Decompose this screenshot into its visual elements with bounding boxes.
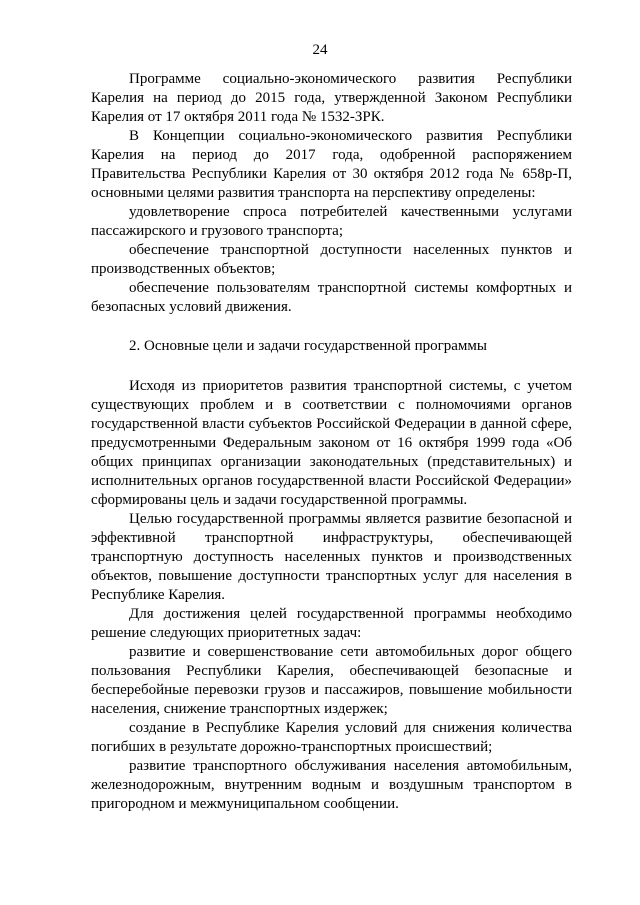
paragraph: В Концепции социально-экономического развития Республики Карелия на период до 2017 года, одобренной распоряжением Правительства Республики Карелия от 30 октября 2012 года № 658р-П, основными целями развития транспорта на перспективу определены:	[91, 128, 572, 201]
paragraph: Исходя из приоритетов развития транспортной системы, с учетом существующих проблем и в соответствии с полномочиями органов государственной власти субъектов Российской Федерации в данной сфере, предусмотренными Федеральным законом от 16 октября 1999 года «Об общих принципах организации законодательных (представительных) и исполнительных органов государственной власти Российской Федерации» сформированы цель и задачи государственной программы.	[91, 378, 572, 508]
section-heading: 2. Основные цели и задачи государственной программы	[129, 338, 487, 354]
paragraph: Для достижения целей государственной программы необходимо решение следующих приоритетных задач:	[91, 606, 572, 641]
list-item: развитие транспортного обслуживания населения автомобильным, железнодорожным, внутренним водным и воздушным транспортом в пригородном и межмуниципальном сообщении.	[91, 758, 572, 812]
list-item: обеспечение транспортной доступности населенных пунктов и производственных объектов;	[91, 242, 572, 277]
list-item: развитие и совершенствование сети автомобильных дорог общего пользования Республики Карелия, обеспечивающей безопасные и бесперебойные перевозки грузов и пассажиров, повышение мобильности населения, снижение транспортных издержек;	[91, 644, 572, 717]
list-item: обеспечение пользователям транспортной системы комфортных и безопасных условий движения.	[91, 280, 572, 315]
document-body	[91, 70, 572, 814]
list-item: создание в Республике Карелия условий для снижения количества погибших в результате дорожно-транспортных происшествий;	[91, 720, 572, 755]
page-number: 24	[312, 42, 328, 58]
list-item: удовлетворение спроса потребителей качественными услугами пассажирского и грузового транспорта;	[91, 204, 572, 239]
paragraph: Программе социально-экономического развития Республики Карелия на период до 2015 года, утвержденной Законом Республики Карелия от 17 октября 2011 года № 1532-ЗРК.	[91, 71, 572, 125]
paragraph: Целью государственной программы является развитие безопасной и эффективной транспортной инфраструктуры, обеспечивающей транспортную доступность населенных пунктов и производственных объектов, повышение доступности транспортных услуг для населения в Республике Карелия.	[91, 511, 572, 603]
